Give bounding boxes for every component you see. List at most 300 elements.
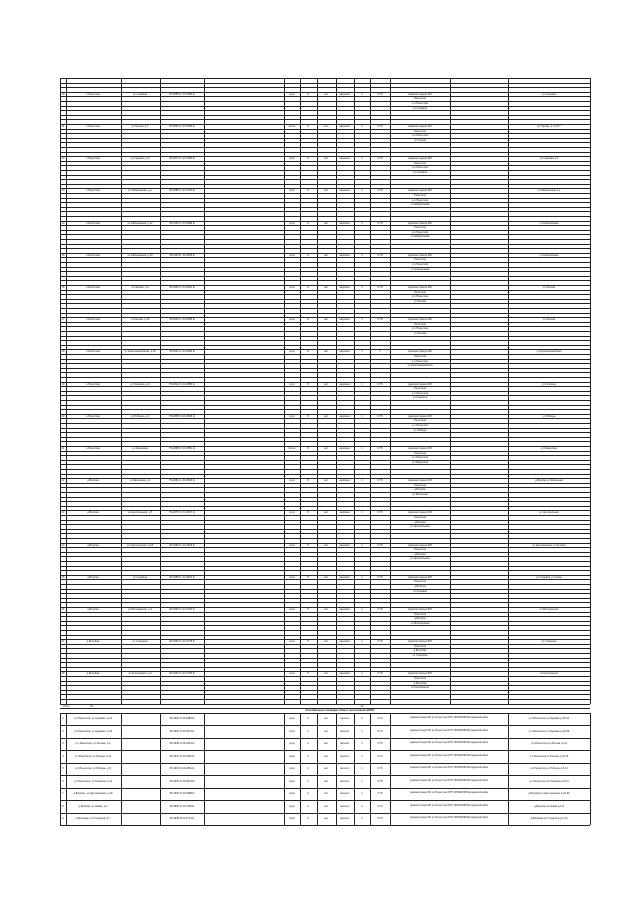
row-rule	[390, 469, 590, 470]
cell-served-objects: ул.Горная, д.1,3,5,7	[537, 125, 561, 128]
cell-served-objects: ул.Набережная	[539, 253, 559, 257]
row-rule	[60, 584, 284, 585]
section2-col-rule	[508, 713, 509, 826]
cell-owner-line: ул.Садовая	[413, 589, 427, 593]
row-rule	[60, 290, 284, 291]
cell-area: 8	[307, 92, 309, 96]
cell-area: 8	[307, 125, 309, 128]
cell-container-kind: евроконт.	[339, 543, 351, 547]
header-col-rule	[284, 78, 285, 92]
section2-served-objects: р.п.Решетиха ул.Садовая д.15-21	[528, 717, 570, 721]
cell-address: ул.Набережная, д.20	[127, 253, 153, 257]
row-rule	[60, 570, 284, 571]
row-rule	[60, 345, 284, 346]
row-rule	[60, 437, 284, 438]
cell-owner-line: Решетиха	[414, 355, 426, 358]
cell-fence: нет	[324, 189, 328, 193]
cell-quantity: 1	[361, 286, 363, 289]
section2-owner: Администрация МО р.п.Решетиха ОГРН 1055200098 Володарский район	[409, 792, 489, 795]
cell-area: 8	[307, 157, 309, 161]
cell-owner-line: р.п.Решетиха	[411, 102, 429, 105]
cell-address: ул.Центральная, д.18	[126, 543, 154, 547]
col-rule	[121, 92, 122, 704]
cell-num: 17	[61, 318, 65, 322]
section2-quantity: 1	[361, 717, 363, 721]
cell-address: ул.Школьная, д.1	[129, 479, 151, 483]
cell-owner-line: р.п.Решетиха	[411, 391, 429, 395]
section2-location: д.Ворсма, ул.Центральная, д.30	[73, 792, 113, 796]
row-rule	[60, 681, 284, 682]
cell-surface: грунт	[288, 189, 296, 193]
row-rule	[60, 303, 284, 304]
section2-owner: Администрация МО р.п.Решетиха ОГРН 1055200098 Володарский район	[409, 754, 489, 757]
row-rule	[390, 336, 590, 337]
cell-coordinates: 56.3012 N, 43.2880 E	[169, 382, 195, 386]
section2-surface: грунт	[288, 792, 296, 796]
section2-fence: нет	[324, 779, 328, 783]
cell-locality: п.Решетиха	[86, 253, 100, 257]
cell-volume: 0,75	[377, 543, 383, 547]
row-rule	[390, 570, 590, 571]
row-rule	[60, 239, 284, 240]
cell-num: 10	[61, 92, 65, 96]
row-rule	[60, 165, 284, 166]
row-rule	[390, 658, 590, 659]
row-rule	[390, 303, 590, 304]
cell-owner-line: Решетиха	[414, 548, 426, 552]
cell-coordinates: 56.2958 N, 43.2801 E	[169, 575, 195, 579]
section2-fence: нет	[324, 742, 328, 746]
cell-fence: нет	[324, 382, 328, 386]
cell-volume: 0,75	[377, 479, 383, 483]
section2-row-rule	[60, 813, 590, 814]
cell-num: 12	[61, 157, 65, 161]
cell-volume: 0,75	[377, 125, 383, 128]
cell-fence: нет	[324, 640, 328, 644]
cell-volume: 0,75	[377, 221, 383, 225]
section2-owner: Администрация МО р.п.Решетиха ОГРН 1055200098 Володарский район	[409, 767, 489, 770]
cell-owner-line: ул.Красноармейская	[407, 364, 433, 368]
row-rule	[60, 533, 284, 534]
cell-coordinates: 56.3061 N, 43.2952 E	[169, 125, 195, 128]
cell-served-objects: ул.Садовая	[542, 92, 556, 96]
cell-owner-line: Решетиха	[414, 387, 426, 391]
cell-container-kind: евроконт.	[339, 608, 351, 611]
cell-num: 18	[61, 350, 65, 354]
cell-owner-line: Администрация МО	[408, 189, 432, 193]
total-quantity: 19	[360, 704, 364, 708]
row-rule	[390, 377, 590, 378]
cell-fence: нет	[324, 221, 328, 225]
cell-owner-line: Решетиха	[414, 129, 426, 133]
cell-num: 27	[61, 640, 65, 644]
cell-container-kind: евроконт.	[339, 479, 351, 483]
cell-fence: нет	[324, 92, 328, 96]
cell-area: 8	[307, 447, 309, 450]
row-rule	[390, 497, 590, 498]
row-rule	[60, 455, 284, 456]
cell-quantity: 1	[361, 511, 363, 515]
section2-fence: нет	[324, 754, 328, 758]
cell-owner-line: Администрация МО	[408, 672, 432, 676]
total-label: Итого	[63, 704, 70, 708]
row-rule	[60, 340, 284, 341]
cell-area: 8	[307, 221, 309, 225]
cell-coordinates: 56.3005 N, 43.2866 E	[169, 414, 195, 418]
cell-address: ул.Стадиона	[132, 640, 148, 644]
col-rule	[590, 92, 591, 704]
row-rule	[390, 625, 590, 626]
cell-served-objects: ул.Кооперации	[540, 672, 558, 676]
row-rule	[60, 474, 284, 475]
cell-area: 8	[307, 189, 309, 193]
row-rule	[390, 184, 590, 185]
cell-owner-line: Решетиха	[414, 677, 426, 680]
section2-area: 4	[307, 754, 309, 758]
cell-served-objects: ул.Стадиона	[541, 640, 557, 644]
cell-owner-line: ул.Лесная	[413, 332, 427, 335]
cell-surface: бетон	[288, 447, 296, 450]
cell-owner-line: Администрация МО	[408, 414, 432, 418]
section2-container-kind: металл.	[340, 817, 350, 821]
cell-owner-line: Решетиха	[414, 97, 426, 101]
cell-owner-line: р.п.Решетиха	[411, 134, 429, 138]
row-rule	[390, 529, 590, 530]
section2-container-kind: металл.	[340, 792, 350, 796]
cell-container-kind: евроконт.	[339, 382, 351, 386]
row-rule	[60, 106, 284, 107]
row-rule	[60, 566, 284, 567]
row-rule	[390, 694, 590, 695]
cell-locality: д.Ворсма	[87, 575, 99, 579]
row-rule	[60, 211, 284, 212]
cell-container-kind: евроконт.	[339, 350, 351, 354]
row-rule	[390, 152, 590, 153]
cell-fence: есть	[323, 125, 329, 128]
cell-num: 21	[61, 447, 65, 450]
cell-quantity: 1	[361, 189, 363, 193]
row-rule	[60, 294, 284, 295]
cell-locality: п.Решетиха	[86, 414, 100, 418]
cell-owner-line: Администрация МО	[408, 286, 432, 289]
cell-owner-line: ул.Набережная	[410, 267, 430, 271]
cell-owner-line: ул.Центральная	[410, 525, 430, 529]
section2-location: р.п.Решетиха, ул.Садовая, д.19	[73, 717, 113, 721]
section2-area: 4	[307, 729, 309, 733]
col-rule	[370, 92, 371, 704]
cell-locality: д.Ворсма	[87, 511, 99, 515]
section2-coordinates: 56.2962 N 43.2808 E	[169, 792, 195, 796]
cell-area: 8	[307, 253, 309, 257]
section2-coordinates: 56.3031 N 43.2902 E	[169, 754, 195, 758]
cell-owner-line: Администрация МО	[408, 608, 432, 611]
section2-volume: 0,75	[377, 717, 383, 721]
cell-quantity: 1	[361, 575, 363, 579]
cell-volume: 0,75	[377, 253, 383, 257]
cell-num: 13	[61, 189, 65, 193]
cell-surface: грунт	[288, 382, 296, 386]
header-col-rule	[450, 78, 451, 92]
section2-quantity: 1	[361, 729, 363, 733]
row-rule	[390, 271, 590, 272]
row-rule	[60, 653, 284, 654]
cell-container-kind: евроконт.	[339, 414, 351, 418]
section2-served-objects: д.Бельбаж ул.Стадиона д.1-10	[530, 817, 568, 821]
section2-volume: 0,75	[377, 817, 383, 821]
cell-fence: нет	[324, 608, 328, 611]
row-rule	[60, 460, 284, 461]
cell-volume: 0,75	[377, 189, 383, 193]
section2-coordinates: 56.3064 N 43.2975 E	[169, 729, 195, 733]
section2-served-objects: д.Ворсма ул.Новая д.1-8	[534, 804, 564, 808]
cell-owner-line: р.п.Решетиха	[411, 456, 429, 460]
row-rule	[60, 184, 284, 185]
section2-num: 8	[62, 804, 64, 808]
cell-fence: нет	[324, 575, 328, 579]
cell-owner-line: Администрация МО	[408, 92, 432, 96]
cell-owner-line: Решетиха	[414, 419, 426, 423]
cell-num: 22	[61, 479, 65, 483]
row-rule	[390, 441, 590, 442]
col-rule	[160, 92, 161, 704]
section2-location: р.п.Решетиха, ул.Лесная, д.12	[74, 754, 112, 758]
cell-coordinates: 56.2975 N, 43.2827 E	[169, 511, 195, 515]
cell-owner-line: д.Ворсма	[414, 520, 426, 524]
cell-container-kind: евроконт.	[339, 189, 351, 193]
cell-container-kind: евроконт.	[339, 511, 351, 515]
section2-row-rule	[60, 775, 590, 776]
row-rule	[60, 547, 284, 548]
section2-surface: грунт	[288, 729, 296, 733]
row-rule	[390, 566, 590, 567]
section2-area: 4	[307, 779, 309, 783]
cell-coordinates: 56.3102 N, 43.2989 E	[169, 221, 195, 225]
row-rule	[390, 179, 590, 180]
cell-container-kind: евроконт.	[339, 157, 351, 161]
cell-locality: п.Решетиха	[86, 318, 100, 322]
row-rule	[60, 400, 284, 401]
header-row-rule	[60, 78, 590, 79]
cell-surface: грунт	[288, 286, 296, 289]
cell-num: 14	[61, 221, 65, 225]
section2-fence: нет	[324, 729, 328, 733]
col-rule	[284, 92, 285, 704]
cell-surface: бетон	[288, 125, 296, 128]
cell-owner-line: Администрация МО	[408, 640, 432, 644]
cell-owner-line: д.Бельбаж	[413, 649, 427, 653]
row-rule	[60, 179, 284, 180]
row-rule	[60, 469, 284, 470]
header-col-rule	[354, 78, 355, 92]
section2-row-rule	[60, 738, 590, 739]
cell-surface: грунт	[288, 318, 296, 322]
cell-surface: грунт	[288, 350, 296, 354]
cell-owner-line: Решетиха	[414, 161, 426, 165]
row-rule	[60, 331, 284, 332]
cell-owner-line: ул.Школьная	[412, 493, 428, 496]
section2-rule	[60, 713, 590, 714]
section2-col-rule	[590, 713, 591, 826]
section2-title: Контейнерные площадки общего пользования (ИЖС)	[305, 709, 375, 713]
cell-address: ул.Лесная, д.10	[130, 318, 150, 322]
cell-fence: нет	[324, 543, 328, 547]
section2-quantity: 1	[361, 767, 363, 771]
cell-owner-line: ул.Центральная	[410, 557, 430, 561]
cell-owner-line: р.п.Решетиха	[411, 230, 429, 234]
cell-container-kind: евроконт.	[339, 640, 351, 644]
cell-fence: нет	[324, 253, 328, 257]
section2-quantity: 1	[361, 792, 363, 796]
row-rule	[60, 161, 284, 162]
section2-num: 5	[62, 767, 64, 771]
row-rule	[60, 244, 284, 245]
header-col-rule	[121, 78, 122, 92]
row-rule	[390, 690, 590, 691]
row-rule	[60, 372, 284, 373]
cell-num: 15	[61, 253, 65, 257]
cell-address: ул.Садовая	[133, 92, 147, 96]
cell-locality: д.Ворсма	[87, 479, 99, 483]
row-rule	[60, 506, 284, 507]
cell-owner-line: р.п.Решетиха	[411, 424, 429, 427]
cell-served-objects: ул.Центральная ул.Луговая	[532, 543, 566, 547]
cell-area: 8	[307, 479, 309, 483]
row-rule	[60, 359, 284, 360]
cell-surface: грунт	[288, 479, 296, 483]
cell-container-kind: евроконт.	[339, 125, 351, 128]
cell-owner-line: д.Ворсма	[414, 585, 426, 588]
section2-coordinates: 56.2953 N 43.2796 E	[169, 804, 195, 808]
header-col-rule	[160, 78, 161, 92]
section2-volume: 0,75	[377, 729, 383, 733]
cell-container-kind: евроконт.	[339, 221, 351, 225]
section2-col-rule	[354, 713, 355, 826]
section2-num: 9	[62, 817, 64, 821]
cell-owner-line: ул.Садовая	[413, 171, 427, 174]
cell-area: 8	[307, 543, 309, 547]
cell-owner-line: Администрация МО	[408, 382, 432, 386]
section2-container-kind: металл.	[340, 742, 350, 746]
cell-quantity: 1	[361, 608, 363, 611]
cell-owner-line: д.Ворсма	[414, 617, 426, 621]
cell-quantity: 1	[361, 640, 363, 644]
cell-quantity: 1	[361, 253, 363, 257]
cell-owner-line: Решетиха	[414, 612, 426, 616]
cell-owner-line: ул.Гагарина	[412, 396, 428, 400]
row-rule	[60, 326, 284, 327]
section2-fence: нет	[324, 717, 328, 721]
row-rule	[60, 405, 284, 406]
row-rule	[60, 515, 284, 516]
section2-container-kind: металл.	[340, 779, 350, 783]
row-rule	[60, 529, 284, 530]
section2-surface: грунт	[288, 767, 296, 771]
section2-row-rule	[60, 788, 590, 789]
row-rule	[60, 492, 284, 493]
row-rule	[60, 662, 284, 663]
row-rule	[60, 685, 284, 686]
row-rule	[60, 589, 284, 590]
section2-col-rule	[390, 713, 391, 826]
row-rule	[60, 96, 284, 97]
cell-owner-line: ул.Горная	[414, 138, 426, 142]
row-rule	[60, 520, 284, 521]
row-rule	[390, 593, 590, 594]
cell-num: 28	[61, 672, 65, 676]
header-col-rule	[590, 78, 591, 92]
section2-num: 3	[62, 742, 64, 746]
cell-fence: нет	[324, 672, 328, 676]
cell-container-kind: евроконт.	[339, 672, 351, 676]
section2-surface: грунт	[288, 779, 296, 783]
section2-row-rule	[60, 763, 590, 764]
cell-owner-line: Решетиха	[414, 194, 426, 197]
cell-quantity: 1	[361, 318, 363, 322]
row-rule	[60, 538, 284, 539]
row-rule	[60, 267, 284, 268]
row-rule	[390, 533, 590, 534]
section2-volume: 0,75	[377, 767, 383, 771]
cell-address: ул.Заводская	[131, 447, 149, 450]
cell-quantity: 1	[361, 543, 363, 547]
cell-served-objects: ул.Красноармейская	[536, 350, 562, 354]
cell-coordinates: 56.3072 N, 43.2953 E	[169, 157, 195, 161]
section2-col-rule	[300, 713, 301, 826]
row-rule	[60, 483, 284, 484]
cell-coordinates: 56.2949 N, 43.2790 E	[169, 608, 195, 611]
cell-area: 8	[307, 414, 309, 418]
cell-address: ул.Лесная, д.4	[131, 286, 149, 289]
cell-owner-line: р.п.Решетиха	[411, 327, 429, 331]
total-rule	[60, 704, 590, 705]
cell-served-objects: ул.Молодежная	[539, 608, 559, 611]
cell-container-kind: евроконт.	[339, 447, 351, 450]
row-rule	[60, 354, 284, 355]
col-rule	[317, 92, 318, 704]
section2-row-rule	[60, 825, 590, 826]
cell-surface: грунт	[288, 157, 296, 161]
section2-coordinates: 56.3003 N 43.2861 E	[169, 767, 195, 771]
cell-owner-line: ул.Набережная	[410, 203, 430, 207]
cell-num: 26	[61, 608, 65, 611]
cell-quantity: 1	[361, 157, 363, 161]
cell-container-kind: евроконт.	[339, 318, 351, 322]
cell-area: 8	[307, 511, 309, 515]
header-col-rule	[390, 78, 391, 92]
cell-locality: п.Решетиха	[86, 286, 100, 289]
cell-owner-line: д.Бельбаж	[413, 681, 427, 685]
row-rule	[60, 142, 284, 143]
cell-surface: грунт	[288, 92, 296, 96]
cell-address: ул.Кооперации, д.3	[128, 672, 152, 676]
cell-coordinates: 56.3058 N, 43.2984 E	[169, 92, 195, 96]
col-rule	[354, 92, 355, 704]
cell-num: 11	[61, 125, 65, 128]
row-rule	[390, 405, 590, 406]
cell-owner-line: Администрация МО	[408, 543, 432, 547]
cell-area: 8	[307, 640, 309, 644]
row-rule	[60, 418, 284, 419]
row-rule	[60, 276, 284, 277]
row-rule	[60, 556, 284, 557]
cell-owner-line: ул.Набережная	[410, 235, 430, 239]
cell-address: ул.Садовая, д.2	[130, 157, 150, 161]
section2-volume: 0,75	[377, 792, 383, 796]
row-rule	[60, 207, 284, 208]
cell-coordinates: 56.2940 N, 43.2778 E	[169, 640, 195, 644]
section2-num: 7	[62, 792, 64, 796]
section2-served-objects: р.п.Решетиха ул.Лесная д.10-16	[529, 754, 569, 758]
